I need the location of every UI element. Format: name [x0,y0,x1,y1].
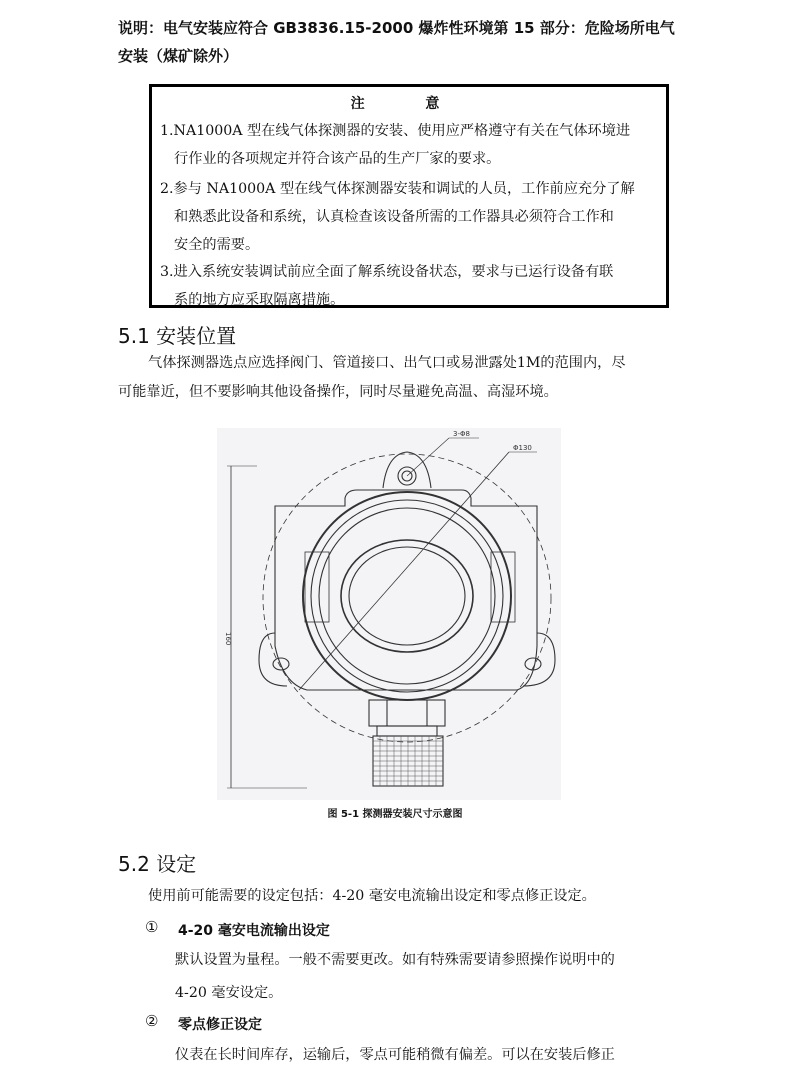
detector-dimension-drawing [217,428,561,800]
item-2-number: ② [145,1012,159,1030]
notice-item-1 [160,117,665,173]
item-2-text-line-1: 仪表在长时间库存，运输后，零点可能稍微有偏差。可以在安装后修正 [175,1047,615,1063]
notice-item-line: 行作业的各项规定并符合该产品的生产厂家的要求。 [174,151,501,167]
item-1-number: ① [145,918,159,936]
section-heading-5-1: 5.1 安装位置 [118,324,237,348]
item-2-title: 零点修正设定 [178,1017,262,1033]
section-5-1-paragraph-line-2: 可能靠近，但不要影响其他设备操作，同时尽量避免高温、高湿环境。 [118,384,558,400]
notice-item-line: 1.NA1000A 型在线气体探测器的安装、使用应严格遵守有关在气体环境进 [160,123,631,139]
diameter-dimension-label: Φ130 [513,444,532,452]
notice-item-3 [160,258,665,314]
notice-item-line: 安全的需要。 [174,237,260,253]
notice-item-line: 2.参与 NA1000A 型在线气体探测器安装和调试的人员，工作前应充分了解 [160,181,635,197]
notice-item-line: 系的地方应采取隔离措施。 [174,292,345,308]
figure-caption: 图 5-1 探测器安装尺寸示意图 [327,809,463,820]
notice-item-line: 和熟悉此设备和系统，认真检查该设备所需的工作器具必须符合工作和 [174,209,614,225]
installation-standard-note [118,14,678,70]
section-5-2-intro: 使用前可能需要的设定包括：4-20 毫安电流输出设定和零点修正设定。 [148,888,596,904]
section-5-1-paragraph-line-1: 气体探测器选点应选择阀门、管道接口、出气口或易泄露处1M的范围内，尽 [148,355,626,371]
height-dimension-label: 160 [224,632,232,646]
item-1-text-line-2: 4-20 毫安设定。 [175,985,283,1001]
notice-item-line: 3.进入系统安装调试前应全面了解系统设备状态，要求与已运行设备有联 [160,264,614,280]
notice-title: 注 意 [350,96,468,112]
standard-note-line-1: 说明：电气安装应符合 GB3836.15-2000 爆炸性环境第 15 部分：危险场所电气 [118,19,675,37]
item-1-title: 4-20 毫安电流输出设定 [178,923,330,939]
holes-dimension-label: 3-Φ8 [453,430,470,438]
drawing-svg [217,428,561,800]
standard-note-line-2: 安装（煤矿除外） [118,47,239,65]
notice-item-2 [160,175,665,259]
section-heading-5-2: 5.2 设定 [118,852,197,876]
notice-box [149,84,669,308]
item-1-text-line-1: 默认设置为量程。一般不需要更改。如有特殊需要请参照操作说明中的 [175,952,615,968]
